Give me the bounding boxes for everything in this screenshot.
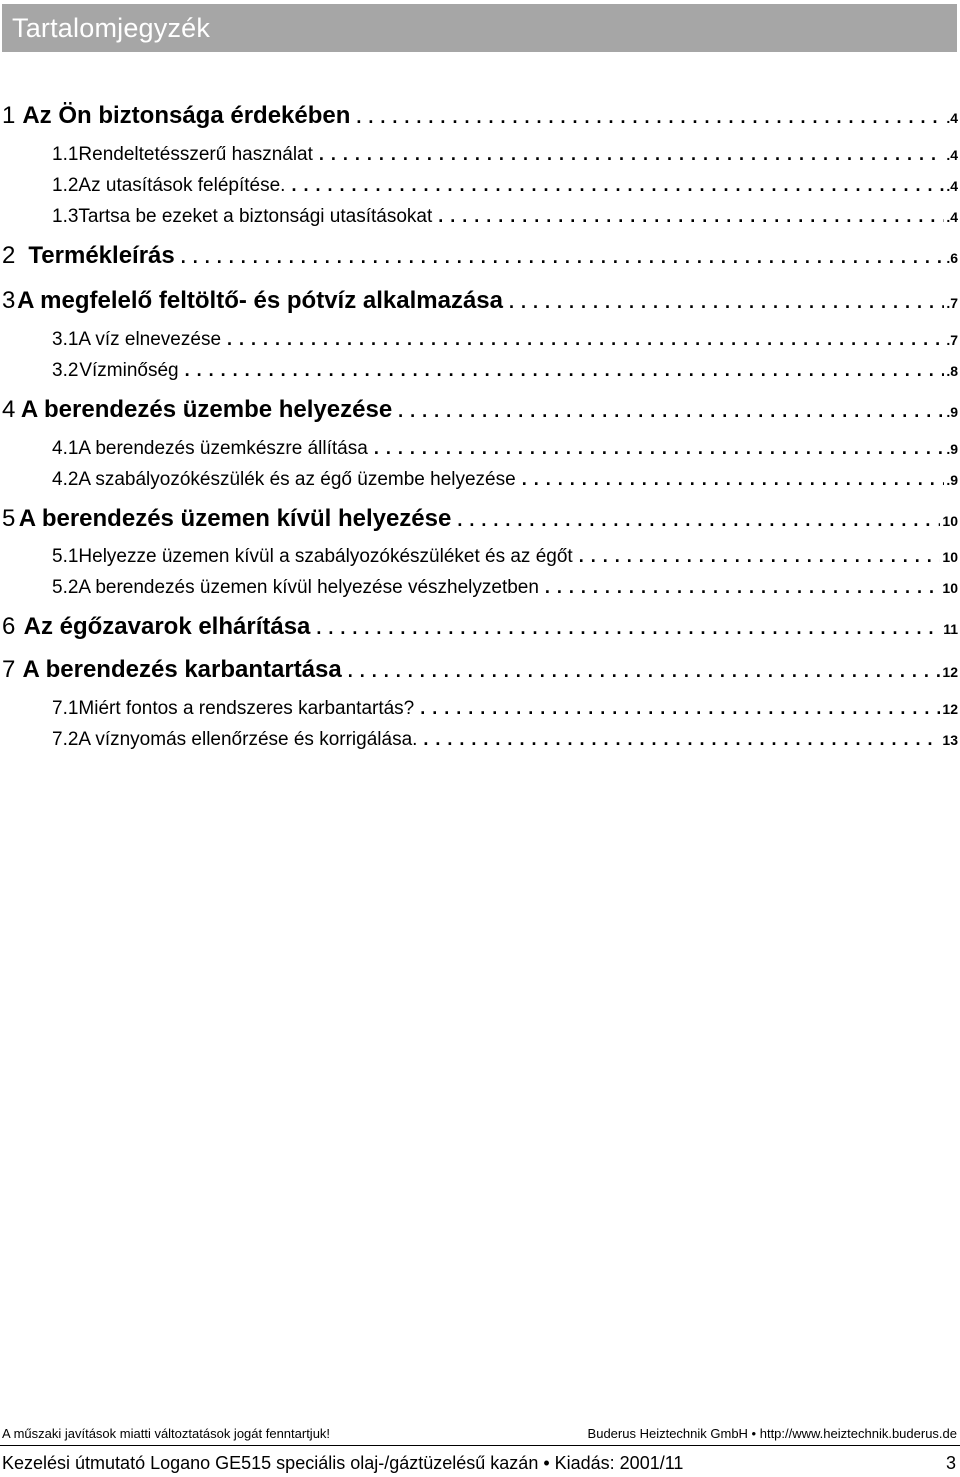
toc-entry-number: 7 (2, 656, 16, 683)
toc-entry-number: 3.1 (52, 329, 79, 350)
toc-dot-leader (319, 139, 944, 169)
toc-entry-title: A berendezés karbantartása (22, 656, 342, 683)
toc-section-entry[interactable] (0, 324, 958, 354)
toc-entry-number: 5.1 (52, 546, 79, 567)
toc-entry-number: 3.2 (52, 360, 79, 381)
toc-dot-leader (420, 693, 940, 723)
toc-entry-title: Az utasítások felépítése. (78, 175, 286, 196)
toc-dot-leader (509, 287, 944, 317)
footer-divider (0, 1445, 960, 1446)
toc-chapter-entry[interactable] (0, 395, 958, 425)
toc-dot-leader (579, 541, 941, 571)
toc-entry-title: A megfelelő feltöltő- és pótvíz alkalmazása (17, 287, 503, 314)
toc-chapter-entry[interactable] (0, 286, 958, 316)
toc-section-entry[interactable] (0, 355, 958, 385)
page-title: Tartalomjegyzék (12, 12, 211, 43)
toc-entry-title: A víz elnevezése (78, 329, 222, 350)
toc-chapter-entry[interactable] (0, 612, 958, 642)
toc-entry-number: 5 (2, 505, 16, 532)
toc-entry-title: Az Ön biztonsága érdekében (22, 102, 351, 129)
toc-dot-leader (181, 242, 945, 272)
toc-dot-leader (185, 355, 945, 385)
toc-entry-page: .9 (946, 472, 958, 488)
footer-disclaimer: A műszaki javítások miatti változtatások jogát fenntartjuk! (2, 1426, 331, 1441)
toc-entry-page: 13 (942, 732, 958, 748)
toc-section-entry[interactable] (0, 693, 958, 723)
toc-dot-leader (545, 572, 941, 602)
toc-entry-number: 1.3 (52, 206, 79, 227)
toc-entry-number: 5.2 (52, 577, 79, 598)
toc-dot-leader (227, 324, 944, 354)
toc-dot-leader (522, 464, 945, 494)
toc-entry-page: .6 (946, 250, 958, 266)
toc-dot-leader (316, 613, 941, 643)
toc-chapter-entry[interactable] (0, 101, 958, 131)
toc-entry-page: 10 (942, 549, 958, 565)
toc-dot-leader (374, 433, 945, 463)
toc-entry-number: 6 (2, 613, 16, 640)
toc-dot-leader (457, 505, 940, 535)
toc-entry-page: 10 (942, 513, 958, 529)
toc-entry-number: 7.2 (52, 729, 79, 750)
toc-chapter-entry[interactable] (0, 655, 958, 685)
toc-entry-page: .7 (946, 295, 958, 311)
toc-entry-number: 1.1 (52, 144, 79, 165)
toc-section-entry[interactable] (0, 541, 958, 571)
toc-section-entry[interactable] (0, 139, 958, 169)
toc-entry-page: .4 (946, 147, 958, 163)
toc-entry-number: 1 (2, 102, 16, 129)
toc-entry-number: 4.2 (52, 469, 79, 490)
toc-entry-page: .4 (946, 110, 958, 126)
toc-chapter-entry[interactable] (0, 241, 958, 271)
toc-entry-page: 12 (942, 664, 958, 680)
toc-dot-leader (398, 396, 944, 426)
footer-page-number: 3 (945, 1453, 956, 1473)
toc-entry-title: A berendezés üzembe helyezése (20, 396, 393, 423)
header-bar (2, 4, 957, 52)
toc-entry-page: 10 (942, 580, 958, 596)
toc-entry-number: 4.1 (52, 438, 79, 459)
toc-entry-number: 4 (2, 396, 16, 423)
footer-company: Buderus Heiztechnik GmbH • http://www.heiztechnik.buderus.de (587, 1426, 957, 1441)
toc-entry-title: A berendezés üzemkészre állítása (78, 438, 368, 459)
toc-entry-number: 7.1 (52, 698, 79, 719)
toc-section-entry[interactable] (0, 724, 958, 754)
toc-dot-leader (291, 170, 944, 200)
toc-entry-number: 2 (2, 242, 16, 269)
toc-dot-leader (438, 201, 944, 231)
toc-entry-title: Termékleírás (28, 242, 175, 269)
toc-entry-page: .9 (946, 441, 958, 457)
toc-section-entry[interactable] (0, 464, 958, 494)
toc-entry-page: .4 (946, 178, 958, 194)
toc-dot-leader (356, 102, 944, 132)
toc-entry-title: Vízminőség (79, 360, 179, 381)
toc-section-entry[interactable] (0, 170, 958, 200)
toc-entry-title: Miért fontos a rendszeres karbantartás? (78, 698, 415, 719)
footer-document-title: Kezelési útmutató Logano GE515 speciális olaj-/gáztüzelésű kazán • Kiadás: 2001/11 (2, 1453, 684, 1473)
toc-entry-title: Tartsa be ezeket a biztonsági utasításokat (78, 206, 433, 227)
toc-entry-title: Helyezze üzemen kívül a szabályozókészüléket és az égőt (78, 546, 573, 567)
toc-chapter-entry[interactable] (0, 504, 958, 534)
toc-entry-page: .7 (946, 332, 958, 348)
toc-entry-title: Rendeltetésszerű használat (78, 144, 313, 165)
toc-dot-leader (423, 724, 940, 754)
toc-entry-title: A víznyomás ellenőrzése és korrigálása. (78, 729, 418, 750)
toc-entry-page: .4 (946, 209, 958, 225)
toc-entry-number: 1.2 (52, 175, 79, 196)
toc-entry-number: 3 (2, 287, 16, 314)
toc-entry-page: .8 (946, 363, 958, 379)
toc-dot-leader (348, 656, 941, 686)
toc-entry-page: 11 (943, 621, 958, 637)
toc-entry-title: Az égőzavarok elhárítása (23, 613, 311, 640)
toc-section-entry[interactable] (0, 433, 958, 463)
toc-entry-page: 12 (942, 701, 958, 717)
toc-section-entry[interactable] (0, 201, 958, 231)
toc-section-entry[interactable] (0, 572, 958, 602)
toc-entry-title: A szabályozókészülék és az égő üzembe helyezése (78, 469, 516, 490)
toc-entry-title: A berendezés üzemen kívül helyezése vészhelyzetben (78, 577, 539, 598)
toc-entry-title: A berendezés üzemen kívül helyezése (18, 505, 452, 532)
toc-entry-page: .9 (946, 404, 958, 420)
